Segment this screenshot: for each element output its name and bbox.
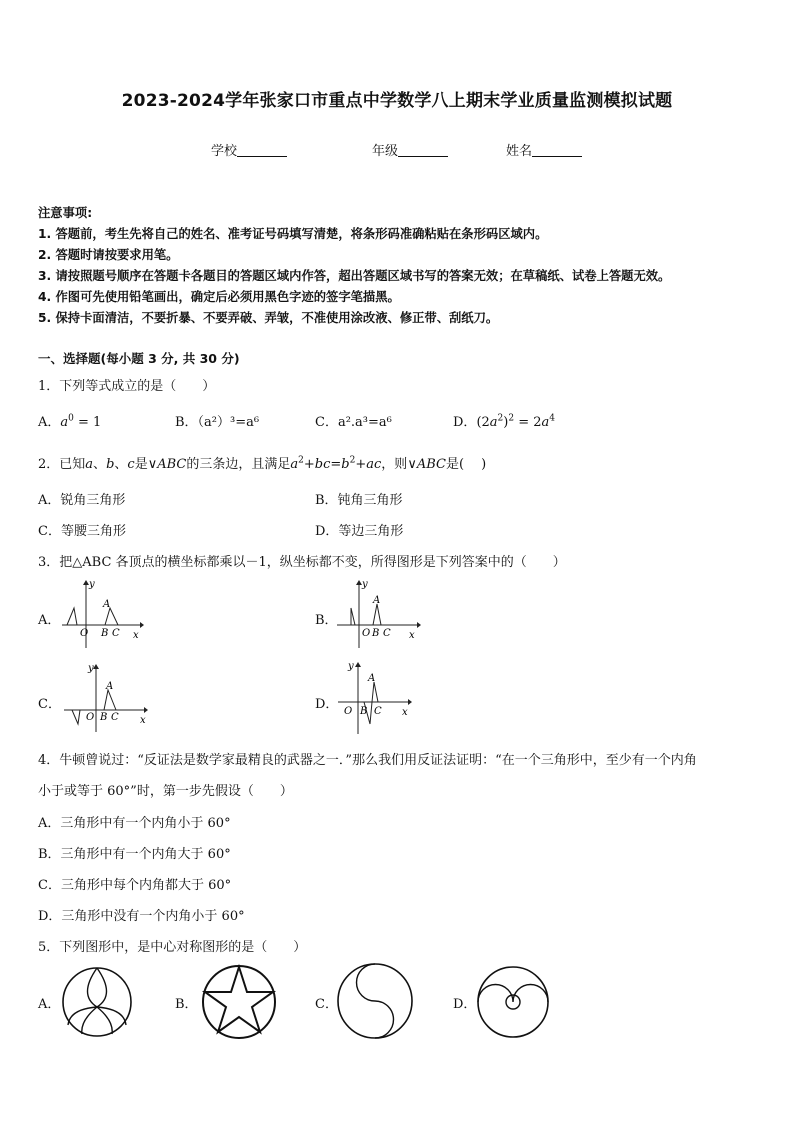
svg-text:y: y: [89, 579, 95, 590]
q3-graph-d: [336, 660, 416, 736]
name-field: 姓名: [506, 140, 582, 159]
question-4-stem-line2: 小于或等于 60°”时，第一步先假设（ ）: [38, 784, 293, 799]
q1-option-a: A．$a^0 = 1$: [38, 413, 102, 430]
section-heading: 一、选择题(每小题 3 分, 共 30 分): [38, 351, 240, 366]
q3-graph-b: [335, 578, 425, 650]
school-blank: [237, 144, 287, 157]
q2-option-b: B．钝角三角形: [315, 493, 403, 508]
notice-item-3: 3. 请按照题号顺序在答题卡各题目的答题区域内作答，超出答题区域书写的答案无效；在草稿纸、试卷上答题无效。: [38, 269, 671, 283]
q2-option-c: C．等腰三角形: [38, 524, 126, 539]
q5-option-b-label: B．: [175, 997, 198, 1012]
svg-text:B: B: [101, 628, 109, 639]
q5-figure-a: [60, 965, 134, 1039]
q1-option-b: B．（a²）³=a⁶: [175, 415, 260, 430]
q1-option-c: C．a².a³=a⁶: [315, 415, 392, 430]
svg-text:O: O: [86, 712, 95, 723]
question-2-stem: 2．已知a、b、c是∨ABC的三条边，且满足$a^2+bc=b^2+ac$，则∨ABC是( ): [38, 455, 487, 472]
svg-text:x: x: [140, 715, 146, 726]
grade-blank: [398, 144, 448, 157]
q3-option-c-label: C．: [38, 697, 61, 712]
q5-option-a-label: A．: [38, 997, 61, 1012]
notice-item-5: 5. 保持卡面清洁，不要折暴、不要弄破、弄皱，不准使用涂改液、修正带、刮纸刀。: [38, 311, 499, 325]
grade-field: 年级: [372, 140, 448, 159]
svg-text:B: B: [100, 712, 108, 723]
notice-item-1: 1. 答题前，考生先将自己的姓名、准考证号码填写清楚，将条形码准确粘贴在条形码区域内。: [38, 227, 548, 241]
name-blank: [532, 144, 582, 157]
svg-text:y: y: [362, 579, 368, 590]
svg-text:A: A: [373, 595, 381, 606]
q5-option-c-label: C．: [315, 997, 338, 1012]
svg-text:A: A: [368, 673, 376, 684]
page-title: 2023-2024学年张家口市重点中学数学八上期末学业质量监测模拟试题: [121, 91, 673, 111]
notice-heading: 注意事项:: [38, 206, 93, 220]
svg-text:B: B: [372, 628, 380, 639]
q2-option-a: A．锐角三角形: [38, 493, 126, 508]
svg-text:C: C: [112, 628, 120, 639]
q2-option-d: D．等边三角形: [315, 524, 404, 539]
q5-figure-c: [336, 962, 414, 1040]
q4-option-b: B．三角形中有一个内角大于 60°: [38, 847, 231, 862]
q3-option-d-label: D．: [315, 697, 339, 712]
question-4-stem-line1: 4．牛顿曾说过：“反证法是数学家最精良的武器之一．”那么我们用反证法证明：“在一个三角形中，至少有一个内角: [38, 753, 697, 768]
svg-text:x: x: [402, 707, 408, 718]
q4-option-d: D．三角形中没有一个内角小于 60°: [38, 909, 245, 924]
q5-figure-d: [475, 965, 551, 1039]
svg-text:C: C: [111, 712, 119, 723]
q3-option-a-label: A．: [38, 613, 61, 628]
q5-option-d-label: D．: [453, 997, 477, 1012]
q4-option-c: C．三角形中每个内角都大于 60°: [38, 878, 232, 893]
svg-text:O: O: [80, 628, 89, 639]
svg-text:O: O: [344, 706, 353, 717]
q3-graph-a: [60, 578, 145, 650]
question-1-stem: 1．下列等式成立的是（ ）: [38, 379, 216, 394]
svg-text:x: x: [133, 630, 139, 641]
svg-text:O: O: [362, 628, 371, 639]
q3-option-b-label: B．: [315, 613, 338, 628]
svg-text:x: x: [409, 630, 415, 641]
svg-text:C: C: [374, 706, 382, 717]
question-5-stem: 5．下列图形中，是中心对称图形的是（ ）: [38, 940, 307, 955]
q4-option-a: A．三角形中有一个内角小于 60°: [38, 816, 231, 831]
school-field: 学校: [211, 140, 287, 159]
svg-text:A: A: [106, 681, 114, 692]
svg-text:y: y: [348, 661, 354, 672]
notice-item-4: 4. 作图可先使用铅笔画出，确定后必须用黑色字迹的签字笔描黑。: [38, 290, 400, 304]
svg-text:y: y: [88, 663, 94, 674]
question-3-stem: 3．把△ABC 各顶点的横坐标都乘以－1，纵坐标都不变，所得图形是下列答案中的（ ）: [38, 555, 566, 570]
q1-option-d: D．$(2a^2)^2 = 2a^4$: [453, 413, 556, 430]
q3-graph-c: [62, 662, 152, 734]
notice-item-2: 2. 答题时请按要求用笔。: [38, 248, 179, 262]
q5-figure-b: [200, 963, 278, 1041]
svg-text:B: B: [360, 706, 368, 717]
svg-text:A: A: [103, 599, 111, 610]
svg-text:C: C: [383, 628, 391, 639]
